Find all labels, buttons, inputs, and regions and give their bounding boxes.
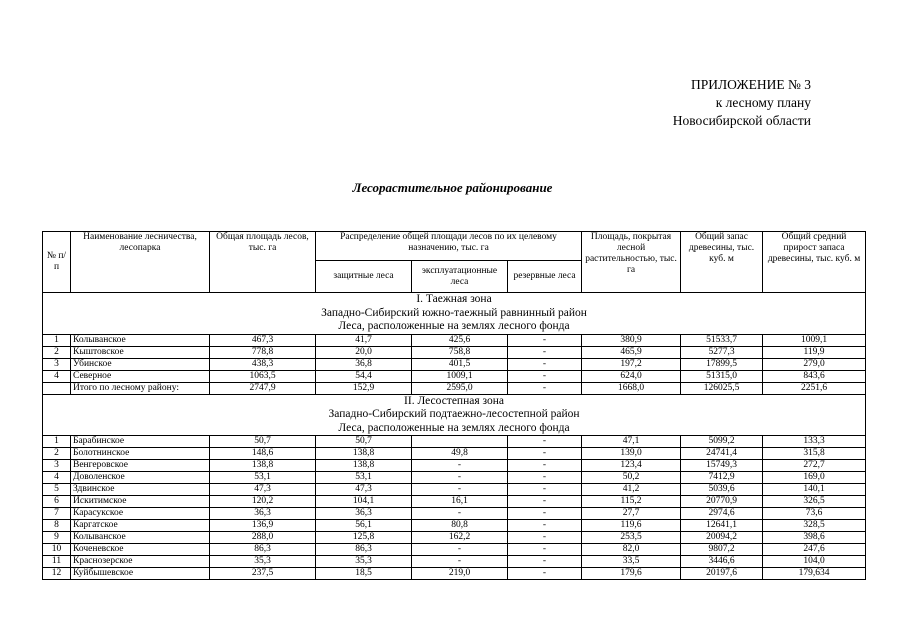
forestry-name: Карасукское xyxy=(71,508,210,520)
growth-increment: 315,8 xyxy=(763,448,866,460)
total-area: 53,1 xyxy=(210,472,316,484)
table-row xyxy=(43,496,866,508)
total-area: 35,3 xyxy=(210,556,316,568)
col-stock-header: Общий запас древесины, тыс. куб. м xyxy=(681,232,763,293)
table-row xyxy=(43,556,866,568)
col-name-header: Наименование лесничества, лесопарка xyxy=(71,232,210,293)
protective-area: 20,0 xyxy=(316,346,412,358)
section-land-row xyxy=(43,320,866,334)
table-row xyxy=(43,358,866,370)
row-number: 1 xyxy=(43,436,71,448)
table-row xyxy=(43,370,866,382)
protective-area: 41,7 xyxy=(316,334,412,346)
forestry-name: Итого по лесному району: xyxy=(71,382,210,394)
table-row xyxy=(43,544,866,556)
exploitation-area: 219,0 xyxy=(412,568,508,580)
table-row xyxy=(43,472,866,484)
protective-area: 56,1 xyxy=(316,520,412,532)
section-region-row xyxy=(43,307,866,321)
forestry-name: Колыванское xyxy=(71,532,210,544)
reserve-area: - xyxy=(508,532,582,544)
covered-area: 82,0 xyxy=(582,544,681,556)
col-area-header: Общая площадь лесов, тыс. га xyxy=(210,232,316,293)
exploitation-area: 49,8 xyxy=(412,448,508,460)
reserve-area: - xyxy=(508,346,582,358)
protective-area: 152,9 xyxy=(316,382,412,394)
covered-area: 253,5 xyxy=(582,532,681,544)
total-area: 50,7 xyxy=(210,436,316,448)
table-header xyxy=(43,232,866,293)
covered-area: 47,1 xyxy=(582,436,681,448)
table-row xyxy=(43,508,866,520)
reserve-area: - xyxy=(508,544,582,556)
total-area: 467,3 xyxy=(210,334,316,346)
covered-area: 1668,0 xyxy=(582,382,681,394)
reserve-area: - xyxy=(508,472,582,484)
wood-stock: 20094,2 xyxy=(681,532,763,544)
col-num-header: № п/п xyxy=(43,232,71,293)
row-number: 9 xyxy=(43,532,71,544)
appendix-region: Новосибирской области xyxy=(672,113,811,128)
covered-area: 139,0 xyxy=(582,448,681,460)
growth-increment: 272,7 xyxy=(763,460,866,472)
row-number: 4 xyxy=(43,472,71,484)
protective-area: 50,7 xyxy=(316,436,412,448)
covered-area: 119,6 xyxy=(582,520,681,532)
growth-increment: 119,9 xyxy=(763,346,866,358)
growth-increment: 133,3 xyxy=(763,436,866,448)
section-zone: I. Таежная зона xyxy=(43,293,866,307)
growth-increment: 328,5 xyxy=(763,520,866,532)
exploitation-area: - xyxy=(412,556,508,568)
exploitation-area: 401,5 xyxy=(412,358,508,370)
exploitation-area: - xyxy=(412,472,508,484)
protective-area: 47,3 xyxy=(316,484,412,496)
row-number xyxy=(43,382,71,394)
row-number: 8 xyxy=(43,520,71,532)
reserve-area: - xyxy=(508,448,582,460)
total-area: 288,0 xyxy=(210,532,316,544)
reserve-area: - xyxy=(508,556,582,568)
growth-increment: 1009,1 xyxy=(763,334,866,346)
wood-stock: 24741,4 xyxy=(681,448,763,460)
table-row xyxy=(43,484,866,496)
reserve-area: - xyxy=(508,436,582,448)
protective-area: 54,4 xyxy=(316,370,412,382)
wood-stock: 5277,3 xyxy=(681,346,763,358)
total-area: 138,8 xyxy=(210,460,316,472)
growth-increment: 179,634 xyxy=(763,568,866,580)
col-reserve-header: резервные леса xyxy=(508,261,582,293)
growth-increment: 843,6 xyxy=(763,370,866,382)
row-number: 6 xyxy=(43,496,71,508)
wood-stock: 7412,9 xyxy=(681,472,763,484)
table-row xyxy=(43,460,866,472)
total-area: 86,3 xyxy=(210,544,316,556)
forestry-name: Убинское xyxy=(71,358,210,370)
exploitation-area: 16,1 xyxy=(412,496,508,508)
wood-stock: 5099,2 xyxy=(681,436,763,448)
table-row xyxy=(43,334,866,346)
wood-stock: 3446,6 xyxy=(681,556,763,568)
total-area: 1063,5 xyxy=(210,370,316,382)
section-region: Западно-Сибирский южно-таежный равнинный район xyxy=(43,307,866,321)
growth-increment: 169,0 xyxy=(763,472,866,484)
section-land-row xyxy=(43,422,866,436)
col-protective-header: защитные леса xyxy=(316,261,412,293)
forestry-name: Колыванское xyxy=(71,334,210,346)
wood-stock: 2974,6 xyxy=(681,508,763,520)
covered-area: 115,2 xyxy=(582,496,681,508)
covered-area: 179,6 xyxy=(582,568,681,580)
row-number: 7 xyxy=(43,508,71,520)
appendix-header xyxy=(673,76,811,130)
section-land: Леса, расположенные на землях лесного фонда xyxy=(43,422,866,436)
table-row xyxy=(43,532,866,544)
table-row xyxy=(43,346,866,358)
row-number: 1 xyxy=(43,334,71,346)
row-number: 10 xyxy=(43,544,71,556)
col-growth-header: Общий средний прирост запаса древесины, тыс. куб. м xyxy=(763,232,866,293)
forest-zoning-table xyxy=(42,231,866,580)
forestry-name: Доволенское xyxy=(71,472,210,484)
exploitation-area: 80,8 xyxy=(412,520,508,532)
growth-increment: 247,6 xyxy=(763,544,866,556)
covered-area: 380,9 xyxy=(582,334,681,346)
wood-stock: 9807,2 xyxy=(681,544,763,556)
total-area: 778,8 xyxy=(210,346,316,358)
reserve-area: - xyxy=(508,460,582,472)
reserve-area: - xyxy=(508,508,582,520)
table-row xyxy=(43,520,866,532)
document-title: Лесорастительное районирование xyxy=(352,180,553,195)
appendix-subtitle: к лесному плану xyxy=(715,95,811,110)
protective-area: 104,1 xyxy=(316,496,412,508)
wood-stock: 51315,0 xyxy=(681,370,763,382)
covered-area: 27,7 xyxy=(582,508,681,520)
total-area: 438,3 xyxy=(210,358,316,370)
total-area: 120,2 xyxy=(210,496,316,508)
section-zone-row xyxy=(43,394,866,408)
wood-stock: 15749,3 xyxy=(681,460,763,472)
row-number: 11 xyxy=(43,556,71,568)
exploitation-area: - xyxy=(412,508,508,520)
protective-area: 138,8 xyxy=(316,448,412,460)
exploitation-area: 2595,0 xyxy=(412,382,508,394)
covered-area: 624,0 xyxy=(582,370,681,382)
exploitation-area: 758,8 xyxy=(412,346,508,358)
wood-stock: 17899,5 xyxy=(681,358,763,370)
wood-stock: 5039,6 xyxy=(681,484,763,496)
exploitation-area: - xyxy=(412,544,508,556)
exploitation-area: - xyxy=(412,484,508,496)
exploitation-area: - xyxy=(412,460,508,472)
row-number: 4 xyxy=(43,370,71,382)
forestry-name: Барабинское xyxy=(71,436,210,448)
col-exploitation-header: эксплуатационные леса xyxy=(412,261,508,293)
protective-area: 35,3 xyxy=(316,556,412,568)
section-region: Западно-Сибирский подтаежно-лесостепной район xyxy=(43,408,866,422)
table-body xyxy=(43,293,866,580)
wood-stock: 20770,9 xyxy=(681,496,763,508)
growth-increment: 73,6 xyxy=(763,508,866,520)
section-zone: II. Лесостепная зона xyxy=(43,394,866,408)
appendix-number: ПРИЛОЖЕНИЕ № 3 xyxy=(690,77,811,92)
col-covered-header: Площадь, покрытая лесной растительностью, тыс. га xyxy=(582,232,681,293)
exploitation-area: 1009,1 xyxy=(412,370,508,382)
forestry-name: Северное xyxy=(71,370,210,382)
covered-area: 41,2 xyxy=(582,484,681,496)
row-number: 3 xyxy=(43,460,71,472)
forestry-name: Болотнинское xyxy=(71,448,210,460)
wood-stock: 12641,1 xyxy=(681,520,763,532)
table-row xyxy=(43,382,866,394)
reserve-area: - xyxy=(508,358,582,370)
col-distribution-header: Распределение общей площади лесов по их целевому назначению, тыс. га xyxy=(316,232,582,261)
reserve-area: - xyxy=(508,334,582,346)
forestry-name: Искитимское xyxy=(71,496,210,508)
growth-increment: 279,0 xyxy=(763,358,866,370)
section-region-row xyxy=(43,408,866,422)
table-row xyxy=(43,436,866,448)
forestry-name: Здвинское xyxy=(71,484,210,496)
growth-increment: 326,5 xyxy=(763,496,866,508)
protective-area: 36,3 xyxy=(316,508,412,520)
reserve-area: - xyxy=(508,484,582,496)
exploitation-area: 162,2 xyxy=(412,532,508,544)
exploitation-area xyxy=(412,436,508,448)
total-area: 47,3 xyxy=(210,484,316,496)
growth-increment: 104,0 xyxy=(763,556,866,568)
covered-area: 123,4 xyxy=(582,460,681,472)
forestry-name: Каргатское xyxy=(71,520,210,532)
forestry-name: Кыштовское xyxy=(71,346,210,358)
reserve-area: - xyxy=(508,520,582,532)
reserve-area: - xyxy=(508,382,582,394)
exploitation-area: 425,6 xyxy=(412,334,508,346)
covered-area: 33,5 xyxy=(582,556,681,568)
wood-stock: 20197,6 xyxy=(681,568,763,580)
total-area: 36,3 xyxy=(210,508,316,520)
total-area: 237,5 xyxy=(210,568,316,580)
reserve-area: - xyxy=(508,370,582,382)
protective-area: 138,8 xyxy=(316,460,412,472)
total-area: 136,9 xyxy=(210,520,316,532)
wood-stock: 51533,7 xyxy=(681,334,763,346)
protective-area: 86,3 xyxy=(316,544,412,556)
protective-area: 125,8 xyxy=(316,532,412,544)
total-area: 148,6 xyxy=(210,448,316,460)
total-area: 2747,9 xyxy=(210,382,316,394)
row-number: 3 xyxy=(43,358,71,370)
reserve-area: - xyxy=(508,568,582,580)
table-row xyxy=(43,448,866,460)
forestry-name: Венгеровское xyxy=(71,460,210,472)
forestry-name: Коченевское xyxy=(71,544,210,556)
section-land: Леса, расположенные на землях лесного фонда xyxy=(43,320,866,334)
reserve-area: - xyxy=(508,496,582,508)
covered-area: 50,2 xyxy=(582,472,681,484)
protective-area: 36,8 xyxy=(316,358,412,370)
table-row xyxy=(43,568,866,580)
covered-area: 465,9 xyxy=(582,346,681,358)
growth-increment: 398,6 xyxy=(763,532,866,544)
protective-area: 18,5 xyxy=(316,568,412,580)
growth-increment: 140,1 xyxy=(763,484,866,496)
row-number: 2 xyxy=(43,448,71,460)
forestry-name: Краснозерское xyxy=(71,556,210,568)
row-number: 2 xyxy=(43,346,71,358)
section-zone-row xyxy=(43,293,866,307)
row-number: 5 xyxy=(43,484,71,496)
growth-increment: 2251,6 xyxy=(763,382,866,394)
forestry-name: Куйбышевское xyxy=(71,568,210,580)
wood-stock: 126025,5 xyxy=(681,382,763,394)
covered-area: 197,2 xyxy=(582,358,681,370)
row-number: 12 xyxy=(43,568,71,580)
protective-area: 53,1 xyxy=(316,472,412,484)
